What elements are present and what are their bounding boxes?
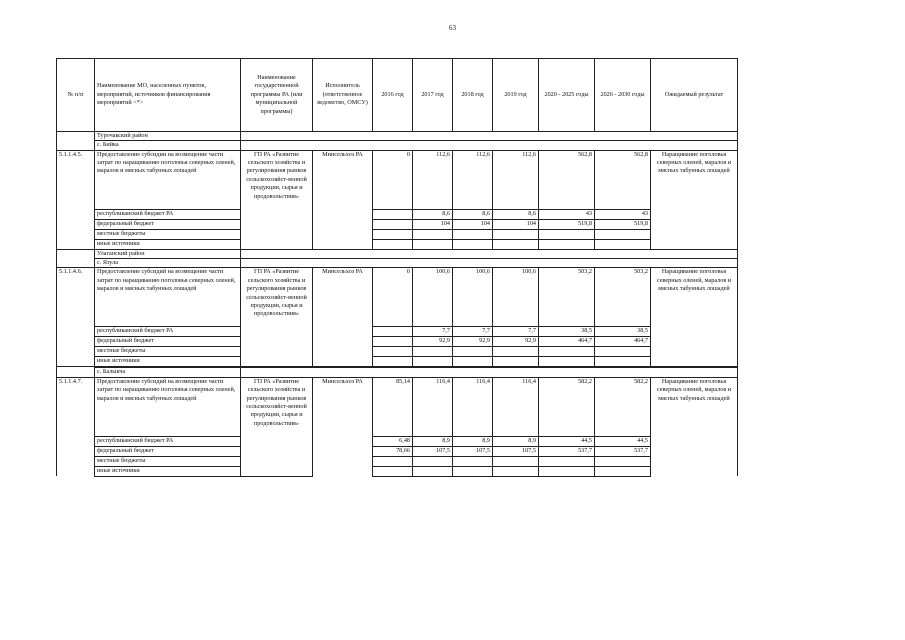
measure-name: Предоставление субсидий на возмещение части затрат по наращиванию поголовья северных оленей, маралов и мясных табунных лошадей [95,377,241,436]
source-row [57,357,738,367]
total-value: 116,4 [493,377,539,436]
source-value [595,456,651,466]
district-row [57,249,738,258]
source-value [373,209,413,219]
settlement-spacer [241,259,738,268]
header-2018: 2018 год [453,59,493,132]
page-number: 63 [449,24,456,32]
measure-num: 5.1.1.4.5. [57,150,95,249]
source-label: федеральный бюджет [95,219,241,229]
source-value: 7,7 [493,327,539,337]
source-value [373,456,413,466]
total-value: 116,4 [413,377,453,436]
district-name: Турочакский район [95,132,241,141]
expected-result: Наращивание поголовья северных оленей, маралов и мясных табунных лошадей [651,150,738,249]
total-value: 582,2 [539,377,595,436]
source-value: 38,5 [595,327,651,337]
total-value: 503,2 [595,268,651,327]
source-label: федеральный бюджет [95,337,241,347]
header-name: Наименование МО, населенных пунктов, мероприятий, источников финансирования мероприятий <*> [95,59,241,132]
source-value: 44,5 [539,436,595,446]
header-2026-2030: 2026 - 2030 годы [595,59,651,132]
source-value [539,466,595,476]
total-value: 112,6 [453,150,493,209]
source-value [373,466,413,476]
district-num-cell [57,132,95,141]
source-value [595,357,651,367]
source-value [413,229,453,239]
header-2020-2025: 2020 - 2025 годы [539,59,595,132]
source-value: 519,8 [539,219,595,229]
executor-name: Минсельхоз РА [313,377,373,476]
source-label: иные источники [95,239,241,249]
header-result: Ожидаемый результат [651,59,738,132]
program-name: ГП РА «Развитие сельского хозяйства и регулирования рынков сельскохозяйст-венной продукции, сырья и продовольствия» [241,150,313,249]
source-row [57,456,738,466]
source-row [57,239,738,249]
source-value: 104 [453,219,493,229]
source-value: 43 [595,209,651,219]
source-value: 8,6 [453,209,493,219]
source-value: 8,6 [413,209,453,219]
source-value [539,456,595,466]
total-value: 100,6 [453,268,493,327]
source-value [595,466,651,476]
source-value: 7,7 [413,327,453,337]
source-row [57,446,738,456]
settlement-row [57,141,738,150]
expected-result: Наращивание поголовья северных оленей, маралов и мясных табунных лошадей [651,268,738,367]
total-value: 503,2 [539,268,595,327]
source-value [453,347,493,357]
source-row [57,209,738,219]
source-value [539,347,595,357]
source-value [539,229,595,239]
source-value [595,229,651,239]
source-row [57,219,738,229]
total-value: 562,8 [595,150,651,209]
source-value: 7,7 [453,327,493,337]
total-value: 100,6 [413,268,453,327]
total-value: 582,2 [595,377,651,436]
settlement-row [57,368,738,377]
executor-name: Минсельхоз РА [313,150,373,249]
measure-row [57,377,738,436]
measure-num: 5.1.1.4.7. [57,377,95,476]
district-name: Улаганский район [95,249,241,258]
source-row [57,327,738,337]
source-label: республиканский бюджет РА [95,436,241,446]
header-2016: 2016 год [373,59,413,132]
source-label: федеральный бюджет [95,446,241,456]
total-value: 100,6 [493,268,539,327]
source-value: 464,7 [539,337,595,347]
source-value [539,239,595,249]
source-value: 92,9 [493,337,539,347]
source-value [493,456,539,466]
header-2019: 2019 год [493,59,539,132]
district-spacer [241,132,738,141]
source-value [453,239,493,249]
source-value [595,347,651,357]
source-row [57,436,738,446]
program-name: ГП РА «Развитие сельского хозяйства и регулирования рынков сельскохозяйст-венной продукции, сырья и продовольствия» [241,268,313,367]
source-row [57,347,738,357]
source-label: иные источники [95,357,241,367]
total-value: 85,14 [373,377,413,436]
source-value [373,347,413,357]
source-value [493,239,539,249]
source-value: 104 [413,219,453,229]
source-value: 92,9 [413,337,453,347]
source-value [453,229,493,239]
source-value [413,347,453,357]
source-value [413,239,453,249]
source-value [413,357,453,367]
measure-row [57,268,738,327]
total-value: 112,6 [493,150,539,209]
source-value [413,466,453,476]
header-row [57,59,738,132]
source-value [493,466,539,476]
source-value [373,219,413,229]
source-value [493,357,539,367]
program-name: ГП РА «Развитие сельского хозяйства и регулирования рынков сельскохозяйст-венной продукции, сырья и продовольствия» [241,377,313,476]
source-value [453,456,493,466]
measure-row [57,150,738,209]
source-value [493,347,539,357]
source-row [57,229,738,239]
header-num: № п/п [57,59,95,132]
total-value: 0 [373,268,413,327]
settlement-name: с. Язула [95,259,241,268]
source-value [373,337,413,347]
source-value: 38,5 [539,327,595,337]
source-label: республиканский бюджет РА [95,327,241,337]
header-2017: 2017 год [413,59,453,132]
source-value: 78,66 [373,446,413,456]
source-value: 6,48 [373,436,413,446]
total-value: 112,6 [413,150,453,209]
source-value: 107,5 [493,446,539,456]
settlement-num-cell [57,368,95,377]
district-num-cell [57,249,95,258]
source-row [57,466,738,476]
header-program: Наименование государственной программы РА (или муниципальной программы) [241,59,313,132]
source-value [453,357,493,367]
executor-name: Минсельхоз РА [313,268,373,367]
source-value: 519,8 [595,219,651,229]
source-value: 8,6 [493,209,539,219]
source-label: местные бюджеты [95,456,241,466]
source-value [493,229,539,239]
source-value: 92,9 [453,337,493,347]
settlement-name: с. Бийка [95,141,241,150]
measure-num: 5.1.1.4.6. [57,268,95,367]
measure-name: Предоставление субсидий на возмещение части затрат по наращиванию поголовья северных оленей, маралов и мясных табунных лошадей [95,268,241,327]
source-value [373,239,413,249]
source-value [539,357,595,367]
source-value: 43 [539,209,595,219]
source-value [453,466,493,476]
header-executor: Исполнитель (ответственное ведомство, ОМСУ) [313,59,373,132]
source-label: республиканский бюджет РА [95,209,241,219]
source-value: 107,5 [453,446,493,456]
program-table [56,58,738,477]
measure-name: Предоставление субсидии на возмещение части затрат по наращиванию поголовья северных оленей, маралов и мясных табунных лошадей [95,150,241,209]
source-label: иные источники [95,466,241,476]
settlement-row [57,259,738,268]
source-value [373,229,413,239]
source-value: 44,5 [595,436,651,446]
source-value: 104 [493,219,539,229]
settlement-num-cell [57,259,95,268]
source-value [373,327,413,337]
district-row [57,132,738,141]
source-value: 8,9 [413,436,453,446]
expected-result: Наращивание поголовья северных оленей, маралов и мясных табунных лошадей [651,377,738,476]
source-value: 537,7 [539,446,595,456]
settlement-spacer [241,141,738,150]
source-value: 537,7 [595,446,651,456]
district-spacer [241,249,738,258]
source-value: 8,9 [493,436,539,446]
total-value: 116,4 [453,377,493,436]
source-label: местные бюджеты [95,229,241,239]
source-value: 107,5 [413,446,453,456]
source-value: 8,9 [453,436,493,446]
total-value: 0 [373,150,413,209]
source-value [373,357,413,367]
source-value [595,239,651,249]
total-value: 562,8 [539,150,595,209]
settlement-spacer [241,368,738,377]
settlement-name: с. Балыкча [95,368,241,377]
source-row [57,337,738,347]
table-body [57,132,738,477]
source-value [413,456,453,466]
source-label: местные бюджеты [95,347,241,357]
source-value: 464,7 [595,337,651,347]
settlement-num-cell [57,141,95,150]
